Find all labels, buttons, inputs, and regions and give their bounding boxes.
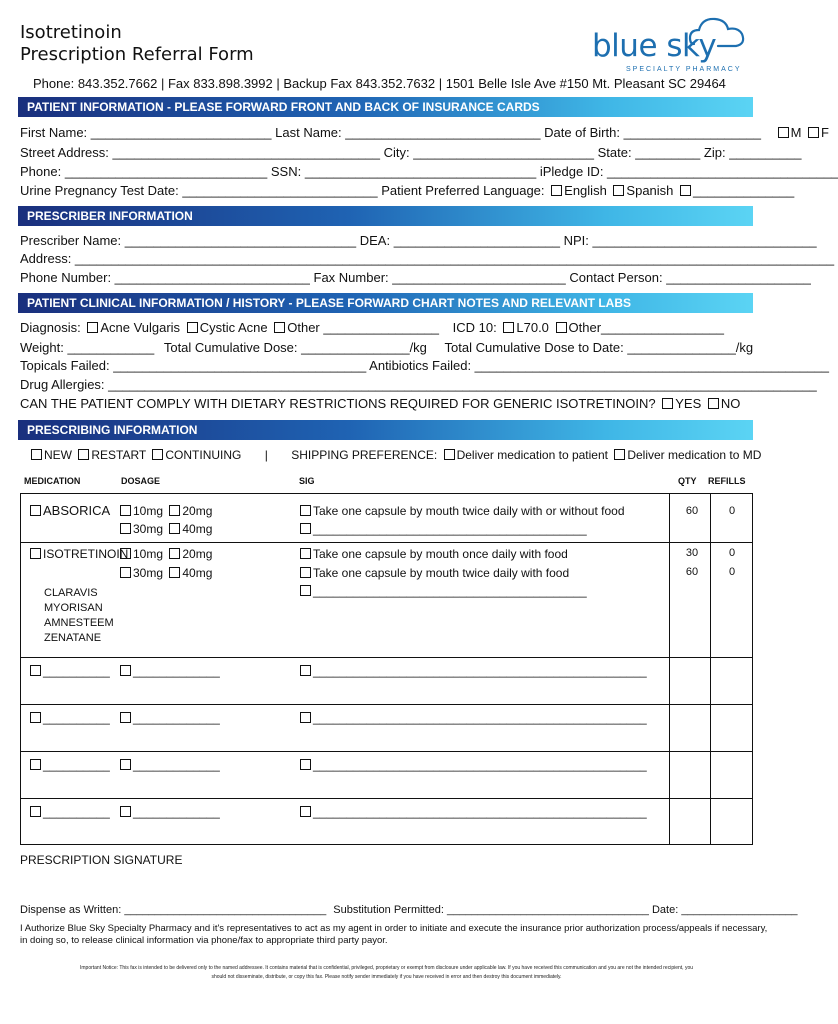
absorica-20mg-checkbox[interactable] — [169, 505, 180, 516]
signature-heading: PRESCRIPTION SIGNATURE — [20, 853, 183, 867]
prescribing-status-row — [28, 448, 761, 462]
dose-blank[interactable]: _____________ — [133, 758, 220, 772]
blank-row — [27, 664, 110, 678]
sig-checkbox[interactable] — [300, 665, 311, 676]
dose-20mg-label: 20mg — [182, 504, 213, 518]
dea-field[interactable]: DEA: _______________________ — [359, 233, 560, 248]
absorica-sig-1[interactable] — [297, 504, 625, 518]
blank-row-dose — [117, 805, 220, 819]
dose-checkbox[interactable] — [120, 665, 131, 676]
row-divider — [21, 657, 752, 658]
contact-line: Phone: 843.352.7662 | Fax 833.898.3992 | Backup Fax 843.352.7632 | 1501 Belle Isle Ave #150 Mt. Pleasant SC 29464 — [33, 76, 726, 91]
comply-row — [20, 396, 740, 411]
row-divider — [21, 704, 752, 705]
city-field[interactable]: City: _________________________ — [383, 145, 595, 160]
dose-10mg-label: 10mg — [133, 504, 164, 518]
sig-checkbox[interactable] — [300, 806, 311, 817]
deliver-patient-label: Deliver medication to patient — [456, 448, 608, 462]
new-label: NEW — [44, 448, 72, 462]
iso-sig-3[interactable] — [297, 584, 587, 598]
form-title-line1: Isotretinoin — [20, 22, 122, 43]
dose-checkbox[interactable] — [120, 759, 131, 770]
iso-dose-row1 — [117, 547, 212, 561]
dose-30mg-label: 30mg — [133, 566, 164, 580]
logo — [590, 14, 755, 74]
l70-label: L70.0 — [516, 320, 549, 335]
drug-allergies-field[interactable]: Drug Allergies: __________________________________________________________________________________________________ — [20, 377, 817, 392]
blank-row-sig — [297, 664, 647, 678]
english-checkbox[interactable] — [551, 185, 562, 196]
iso-qty-2[interactable]: 60 — [685, 566, 699, 578]
absorica-option[interactable] — [27, 503, 110, 518]
absorica-refills[interactable]: 0 — [728, 505, 736, 517]
cystic-acne-checkbox[interactable] — [187, 322, 198, 333]
iso-dose-row2 — [117, 566, 212, 580]
blank-row-sig — [297, 805, 647, 819]
topicals-failed-field[interactable]: Topicals Failed: ___________________________________ — [20, 358, 367, 373]
form-title-line2: Prescription Referral Form — [20, 44, 254, 65]
deliver-patient-checkbox[interactable] — [444, 449, 455, 460]
iso-sig-2[interactable] — [297, 566, 569, 580]
npi-field[interactable]: NPI: _______________________________ — [563, 233, 817, 248]
authorization-line2: in doing so, to release clinical information via phone/fax to appropriate third party payor. — [20, 935, 388, 946]
dose-40mg-label: 40mg — [182, 522, 213, 536]
dose-blank[interactable]: _____________ — [133, 805, 220, 819]
spanish-checkbox[interactable] — [613, 185, 624, 196]
sex-f-label: F — [821, 125, 829, 140]
comply-yes-label: YES — [675, 396, 702, 411]
ssn-field[interactable]: SSN: ________________________________ — [270, 164, 537, 179]
iso-20mg-checkbox[interactable] — [169, 548, 180, 559]
cumulative-dose-to-date-field[interactable]: Total Cumulative Dose to Date: _______________/kg — [444, 340, 754, 355]
blank-row-dose — [117, 758, 220, 772]
diagnosis-other-checkbox[interactable] — [274, 322, 285, 333]
comply-no-checkbox[interactable] — [708, 398, 719, 409]
restart-label: RESTART — [91, 448, 147, 462]
icd-other-field[interactable]: Other_________________ — [568, 320, 724, 335]
brand-name: MYORISAN — [44, 602, 103, 614]
blank-row-dose — [117, 664, 220, 678]
row-divider — [21, 751, 752, 752]
blank-row — [27, 711, 110, 725]
iso-40mg-checkbox[interactable] — [169, 567, 180, 578]
absorica-sig-2[interactable] — [297, 522, 587, 536]
patient-row-4 — [20, 183, 794, 198]
zip-field[interactable]: Zip: __________ — [703, 145, 802, 160]
restart-checkbox[interactable] — [78, 449, 89, 460]
other-language-field[interactable]: ______________ — [693, 183, 795, 198]
total-cumulative-dose-field[interactable]: Total Cumulative Dose: _______________/kg — [163, 340, 427, 355]
col-dosage: DOSAGE — [121, 476, 161, 486]
absorica-30mg-checkbox[interactable] — [120, 523, 131, 534]
sig-checkbox[interactable] — [300, 548, 311, 559]
logo-text: blue sky — [592, 28, 717, 64]
sig-checkbox[interactable] — [300, 759, 311, 770]
spanish-label: Spanish — [626, 183, 674, 198]
med-blank[interactable]: __________ — [43, 664, 110, 678]
acne-vulgaris-label: Acne Vulgaris — [100, 320, 181, 335]
prescribing-info-heading: PRESCRIBING INFORMATION — [18, 420, 753, 440]
iso-sig-1[interactable] — [297, 547, 568, 561]
sig-blank[interactable]: _________________________________________ — [313, 522, 587, 536]
signature-row — [20, 904, 798, 916]
brand-name: AMNESTEEM — [44, 617, 114, 629]
prescriber-row-1 — [20, 233, 817, 248]
absorica-label: ABSORICA — [43, 503, 111, 518]
sex-f-checkbox[interactable] — [808, 127, 819, 138]
sig-checkbox[interactable] — [300, 585, 311, 596]
acne-vulgaris-checkbox[interactable] — [87, 322, 98, 333]
patient-row-2 — [20, 145, 802, 160]
med-checkbox[interactable] — [30, 665, 41, 676]
sig-text: Take one capsule by mouth once daily with food — [313, 547, 568, 561]
sig-blank[interactable]: __________________________________________________ — [313, 805, 647, 819]
continuing-checkbox[interactable] — [152, 449, 163, 460]
prescription-table — [20, 493, 753, 845]
dose-blank[interactable]: _____________ — [133, 664, 220, 678]
daw-field[interactable]: Dispense as Written: _________________________________ — [20, 904, 327, 916]
blank-row-sig — [297, 711, 647, 725]
new-checkbox[interactable] — [31, 449, 42, 460]
l70-checkbox[interactable] — [503, 322, 514, 333]
dose-checkbox[interactable] — [120, 712, 131, 723]
sig-checkbox[interactable] — [300, 712, 311, 723]
col-sig: SIG — [299, 476, 315, 486]
prescriber-address-field[interactable]: Address: _________________________________________________________________________________________________________ — [20, 251, 835, 266]
english-label: English — [564, 183, 607, 198]
sig-blank[interactable]: __________________________________________________ — [313, 711, 647, 725]
ipledge-field[interactable]: iPledge ID: ________________________________ — [539, 164, 838, 179]
first-name-field[interactable]: First Name: _________________________ — [20, 125, 272, 140]
col-qty: QTY — [678, 476, 697, 486]
row-divider — [21, 798, 752, 799]
prescriber-info-heading: PRESCRIBER INFORMATION — [18, 206, 753, 226]
street-field[interactable]: Street Address: _____________________________________ — [20, 145, 381, 160]
absorica-10mg-checkbox[interactable] — [120, 505, 131, 516]
patient-info-heading: PATIENT INFORMATION - PLEASE FORWARD FRONT AND BACK OF INSURANCE CARDS — [18, 97, 753, 117]
isotretinoin-option[interactable] — [27, 547, 128, 561]
language-label: Patient Preferred Language: — [381, 183, 545, 198]
absorica-40mg-checkbox[interactable] — [169, 523, 180, 534]
sig-checkbox[interactable] — [300, 505, 311, 516]
diagnosis-label: Diagnosis: — [20, 320, 81, 335]
other-language-checkbox[interactable] — [680, 185, 691, 196]
sex-m-checkbox[interactable] — [778, 127, 789, 138]
status-separator: | — [264, 448, 268, 462]
sex-m-label: M — [790, 125, 802, 140]
substitution-field[interactable]: Substitution Permitted: _________________________________ — [333, 904, 649, 916]
contact-person-field[interactable]: Contact Person: ____________________ — [569, 270, 811, 285]
blank-row-sig — [297, 758, 647, 772]
shipping-label: SHIPPING PREFERENCE: — [291, 448, 438, 462]
sig-checkbox[interactable] — [300, 523, 311, 534]
med-checkbox[interactable] — [30, 806, 41, 817]
last-name-field[interactable]: Last Name: ___________________________ — [275, 125, 541, 140]
deliver-md-checkbox[interactable] — [614, 449, 625, 460]
weight-row — [20, 340, 753, 355]
sig-text: Take one capsule by mouth twice daily with food — [313, 566, 570, 580]
comply-no-label: NO — [720, 396, 741, 411]
isotretinoin-checkbox[interactable] — [30, 548, 41, 559]
diagnosis-row — [20, 320, 724, 335]
deliver-md-label: Deliver medication to MD — [627, 448, 762, 462]
upt-date-field[interactable]: Urine Pregnancy Test Date: ___________________________ — [20, 183, 378, 198]
logo-subtitle: SPECIALTY PHARMACY — [626, 66, 742, 73]
dose-checkbox[interactable] — [120, 806, 131, 817]
patient-row-1 — [20, 125, 829, 140]
date-field[interactable]: Date: ___________________ — [651, 904, 798, 916]
iso-refills-2[interactable]: 0 — [728, 566, 736, 578]
dob-field[interactable]: Date of Birth: ___________________ — [544, 125, 761, 140]
refills-divider — [710, 494, 711, 844]
qty-divider — [669, 494, 670, 844]
sig-text: Take one capsule by mouth twice daily with or without food — [313, 504, 625, 518]
med-blank[interactable]: __________ — [43, 711, 110, 725]
med-checkbox[interactable] — [30, 759, 41, 770]
brand-name: ZENATANE — [44, 632, 102, 644]
blank-row — [27, 758, 110, 772]
isotretinoin-label: ISOTRETINOIN — [43, 547, 129, 561]
iso-10mg-checkbox[interactable] — [120, 548, 131, 559]
absorica-checkbox[interactable] — [30, 505, 41, 516]
cystic-acne-label: Cystic Acne — [199, 320, 268, 335]
clinical-info-heading: PATIENT CLINICAL INFORMATION / HISTORY - PLEASE FORWARD CHART NOTES AND RELEVANT LABS — [18, 293, 753, 313]
comply-question: CAN THE PATIENT COMPLY WITH DIETARY RESTRICTIONS REQUIRED FOR GENERIC ISOTRETINOIN? — [20, 396, 656, 411]
patient-phone-field[interactable]: Phone: ____________________________ — [20, 164, 268, 179]
col-medication: MEDICATION — [24, 476, 81, 486]
med-blank[interactable]: __________ — [43, 758, 110, 772]
brand-list — [44, 586, 114, 646]
med-checkbox[interactable] — [30, 712, 41, 723]
absorica-dose-row2 — [117, 522, 212, 536]
absorica-qty[interactable]: 60 — [685, 505, 699, 517]
blank-row-dose — [117, 711, 220, 725]
patient-row-3 — [20, 164, 838, 179]
dose-10mg-label: 10mg — [133, 547, 164, 561]
dose-blank[interactable]: _____________ — [133, 711, 220, 725]
prescriber-row-3 — [20, 270, 811, 285]
diagnosis-other-field[interactable]: Other ________________ — [287, 320, 440, 335]
row-divider — [21, 542, 752, 543]
authorization-line1: I Authorize Blue Sky Specialty Pharmacy and it's representatives to act as my agent in order to initiate and execute the insurance prior authorization process/appeals if necessary, — [20, 923, 768, 934]
sig-blank[interactable]: _________________________________________ — [313, 584, 587, 598]
dose-20mg-label: 20mg — [182, 547, 213, 561]
weight-field[interactable]: Weight: ____________ — [20, 340, 155, 355]
continuing-label: CONTINUING — [165, 448, 242, 462]
notice-line1: Important Notice: This fax is intended to be delivered only to the named addressee. It contains material that is confidential, privileged, proprietary or exempt from disclosure under applicable law. If you have received this communication and you are not the intended recipient, you — [79, 965, 694, 971]
col-refills: REFILLS — [708, 476, 746, 486]
iso-30mg-checkbox[interactable] — [120, 567, 131, 578]
icd-other-checkbox[interactable] — [556, 322, 567, 333]
absorica-dose-row1 — [117, 504, 212, 518]
antibiotics-failed-field[interactable]: Antibiotics Failed: _________________________________________________ — [369, 358, 829, 373]
icd-label: ICD 10: — [452, 320, 497, 335]
prescriber-name-field[interactable]: Prescriber Name: ________________________________ — [20, 233, 357, 248]
comply-yes-checkbox[interactable] — [662, 398, 673, 409]
med-blank[interactable]: __________ — [43, 805, 110, 819]
notice-line2: should not disseminate, distribute, or copy this fax. Please notify sender immediately if you have received in error and then destroy this document immediately. — [211, 974, 562, 980]
brand-name: CLARAVIS — [44, 587, 98, 599]
blank-row — [27, 805, 110, 819]
failed-row — [20, 358, 829, 373]
prescriber-fax-field[interactable]: Fax Number: ________________________ — [313, 270, 566, 285]
dose-40mg-label: 40mg — [182, 566, 213, 580]
prescriber-phone-field[interactable]: Phone Number: ___________________________ — [20, 270, 310, 285]
dose-30mg-label: 30mg — [133, 522, 164, 536]
sig-blank[interactable]: __________________________________________________ — [313, 664, 647, 678]
iso-refills-1[interactable]: 0 — [728, 547, 736, 559]
iso-qty-1[interactable]: 30 — [685, 547, 699, 559]
sig-checkbox[interactable] — [300, 567, 311, 578]
sig-blank[interactable]: __________________________________________________ — [313, 758, 647, 772]
state-field[interactable]: State: _________ — [597, 145, 701, 160]
